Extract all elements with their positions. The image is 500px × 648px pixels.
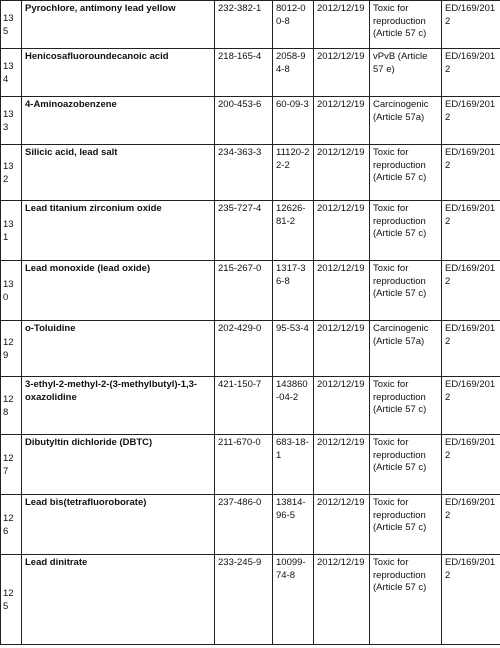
ec-number: 215-267-0: [215, 261, 273, 321]
table-row: [1, 97, 500, 145]
decision-number: ED/169/2012: [442, 97, 500, 145]
table-body: [1, 1, 500, 645]
row-number: 133: [1, 97, 22, 145]
inclusion-reason: Toxic for reproduction (Article 57 c): [370, 435, 442, 495]
inclusion-date: 2012/12/19: [314, 97, 370, 145]
table-row: [1, 261, 500, 321]
ec-number: 234-363-3: [215, 145, 273, 201]
inclusion-date: 2012/12/19: [314, 495, 370, 555]
row-number: 125: [1, 555, 22, 645]
inclusion-date: 2012/12/19: [314, 145, 370, 201]
row-number: 135: [1, 1, 22, 49]
ec-number: 211-670-0: [215, 435, 273, 495]
decision-number: ED/169/2012: [442, 49, 500, 97]
table-row: [1, 201, 500, 261]
table-row: [1, 145, 500, 201]
substance-name: 4-Aminoazobenzene: [22, 97, 215, 145]
table-row: [1, 49, 500, 97]
inclusion-date: 2012/12/19: [314, 201, 370, 261]
inclusion-reason: Toxic for reproduction (Article 57 c): [370, 495, 442, 555]
ec-number: 235-727-4: [215, 201, 273, 261]
inclusion-date: 2012/12/19: [314, 377, 370, 435]
ec-number: 237-486-0: [215, 495, 273, 555]
row-number: 126: [1, 495, 22, 555]
decision-number: ED/169/2012: [442, 261, 500, 321]
substance-name: 3-ethyl-2-methyl-2-(3-methylbutyl)-1,3-oxazolidine: [22, 377, 215, 435]
row-number: 132: [1, 145, 22, 201]
inclusion-reason: Carcinogenic (Article 57a): [370, 321, 442, 377]
ec-number: 233-245-9: [215, 555, 273, 645]
cas-number: 95-53-4: [273, 321, 314, 377]
decision-number: ED/169/2012: [442, 377, 500, 435]
row-number: 134: [1, 49, 22, 97]
table-row: [1, 435, 500, 495]
cas-number: 143860-04-2: [273, 377, 314, 435]
substance-name: Lead monoxide (lead oxide): [22, 261, 215, 321]
ec-number: 200-453-6: [215, 97, 273, 145]
inclusion-date: 2012/12/19: [314, 555, 370, 645]
substance-name: o-Toluidine: [22, 321, 215, 377]
substance-name: Pyrochlore, antimony lead yellow: [22, 1, 215, 49]
decision-number: ED/169/2012: [442, 435, 500, 495]
cas-number: 60-09-3: [273, 97, 314, 145]
inclusion-date: 2012/12/19: [314, 261, 370, 321]
substance-name: Lead dinitrate: [22, 555, 215, 645]
substance-name: Lead titanium zirconium oxide: [22, 201, 215, 261]
decision-number: ED/169/2012: [442, 201, 500, 261]
ec-number: 202-429-0: [215, 321, 273, 377]
cas-number: 10099-74-8: [273, 555, 314, 645]
row-number: 127: [1, 435, 22, 495]
inclusion-reason: Toxic for reproduction (Article 57 c): [370, 1, 442, 49]
inclusion-reason: vPvB (Article 57 e): [370, 49, 442, 97]
inclusion-reason: Toxic for reproduction (Article 57 c): [370, 261, 442, 321]
inclusion-reason: Toxic for reproduction (Article 57 c): [370, 555, 442, 645]
inclusion-date: 2012/12/19: [314, 49, 370, 97]
inclusion-reason: Toxic for reproduction (Article 57 c): [370, 377, 442, 435]
decision-number: ED/169/2012: [442, 495, 500, 555]
ec-number: 421-150-7: [215, 377, 273, 435]
decision-number: ED/169/2012: [442, 321, 500, 377]
cas-number: 683-18-1: [273, 435, 314, 495]
substance-name: Dibutyltin dichloride (DBTC): [22, 435, 215, 495]
decision-number: ED/169/2012: [442, 145, 500, 201]
row-number: 131: [1, 201, 22, 261]
inclusion-reason: Toxic for reproduction (Article 57 c): [370, 201, 442, 261]
substance-name: Lead bis(tetrafluoroborate): [22, 495, 215, 555]
row-number: 130: [1, 261, 22, 321]
inclusion-reason: Carcinogenic (Article 57a): [370, 97, 442, 145]
ec-number: 218-165-4: [215, 49, 273, 97]
cas-number: 8012-00-8: [273, 1, 314, 49]
table-row: [1, 1, 500, 49]
ec-number: 232-382-1: [215, 1, 273, 49]
decision-number: ED/169/2012: [442, 1, 500, 49]
cas-number: 1317-36-8: [273, 261, 314, 321]
cas-number: 11120-22-2: [273, 145, 314, 201]
decision-number: ED/169/2012: [442, 555, 500, 645]
substance-name: Silicic acid, lead salt: [22, 145, 215, 201]
inclusion-date: 2012/12/19: [314, 321, 370, 377]
inclusion-reason: Toxic for reproduction (Article 57 c): [370, 145, 442, 201]
table-row: [1, 321, 500, 377]
cas-number: 2058-94-8: [273, 49, 314, 97]
row-number: 129: [1, 321, 22, 377]
table-row: [1, 555, 500, 645]
cas-number: 12626-81-2: [273, 201, 314, 261]
table-row: [1, 495, 500, 555]
cas-number: 13814-96-5: [273, 495, 314, 555]
inclusion-date: 2012/12/19: [314, 435, 370, 495]
row-number: 128: [1, 377, 22, 435]
inclusion-date: 2012/12/19: [314, 1, 370, 49]
substance-name: Henicosafluoroundecanoic acid: [22, 49, 215, 97]
table-row: [1, 377, 500, 435]
